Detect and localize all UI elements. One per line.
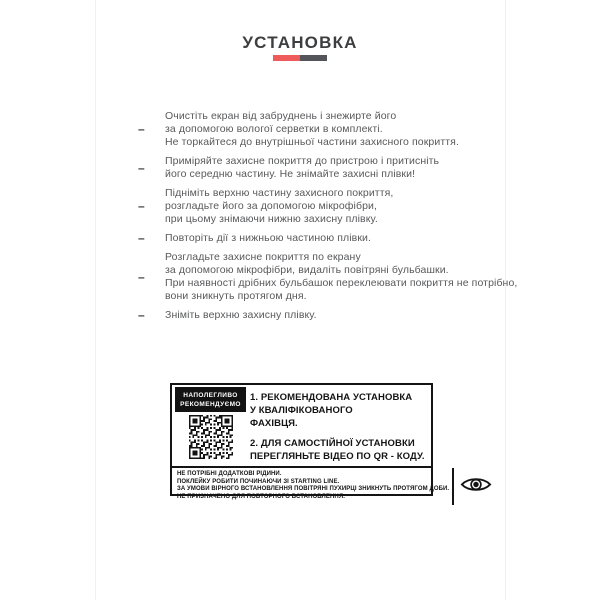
eye-icon xyxy=(460,474,492,500)
qr-column xyxy=(172,385,249,466)
text-line: 2. ДЛЯ САМОСТІЙНОЇ УСТАНОВКИ xyxy=(250,438,415,449)
dash-bullet: – xyxy=(138,269,145,284)
text-line: Не торкайтеся до внутрішньої частини захисного покриття. xyxy=(165,136,459,148)
footnote-line: ЗА УМОВИ ВІРНОГО ВСТАНОВЛЕННЯ ПОВІТРЯНІ ПУХИРЦІ ЗНИКНУТЬ ПРОТЯГОМ ДОБИ. xyxy=(177,486,450,493)
list-item xyxy=(138,187,510,226)
list-item-text xyxy=(165,187,393,226)
dash-bullet: – xyxy=(138,160,145,175)
text-line: при цьому знімаючи нижню захисну плівку. xyxy=(165,213,378,225)
text-line: за допомогою вологої серветки в комплекті. xyxy=(165,123,383,135)
list-item xyxy=(138,232,510,245)
underline-red-segment xyxy=(273,55,300,61)
recommendation-box xyxy=(170,383,450,500)
eye-icon-cell xyxy=(452,468,497,505)
page-title: УСТАНОВКА xyxy=(242,33,358,52)
dash-bullet: – xyxy=(138,308,145,322)
badge-line: НАПОЛЕГЛИВО xyxy=(183,392,238,399)
text-line: 1. РЕКОМЕНДОВАНА УСТАНОВКА xyxy=(250,392,413,403)
text-line: за допомогою мікрофібри, видаліть повітряні бульбашки. xyxy=(165,264,449,276)
recommendation-box-top xyxy=(172,385,431,466)
text-line: У КВАЛІФІКОВАНОГО xyxy=(250,405,353,416)
underline-gray-segment xyxy=(300,55,327,61)
recommendation-box-footer xyxy=(172,466,450,505)
dash-bullet: – xyxy=(138,231,145,245)
list-item xyxy=(138,251,518,303)
badge-line: РЕКОМЕНДУЄМО xyxy=(180,401,241,408)
dash-bullet: – xyxy=(138,199,145,213)
list-item-text xyxy=(165,309,317,322)
text-line: розгладьте його за допомогою мікрофібри, xyxy=(165,200,378,212)
text-line: Повторіть дії з нижньою частиною плівки. xyxy=(165,232,372,244)
footnote-line: ПОКЛЕЙКУ РОБИТИ ПОЧИНАЮЧИ ЗІ STARTING LINE. xyxy=(177,478,340,485)
qr-code-icon xyxy=(187,413,235,466)
list-item-text xyxy=(165,251,517,303)
recommendation-point xyxy=(250,437,429,463)
text-line: Зніміть верхню захисну плівку. xyxy=(165,309,317,321)
list-item xyxy=(138,309,510,322)
text-line: ПЕРЕГЛЯНЬТЕ ВІДЕО ПО QR - КОДУ. xyxy=(250,451,425,462)
list-item-text xyxy=(165,232,371,245)
text-line: Очистіть екран від забруднень і знежирте його xyxy=(165,110,397,122)
text-line: ФАХІВЦЯ. xyxy=(250,418,298,429)
text-line: Підніміть верхню частину захисного покриття, xyxy=(165,187,394,199)
footnote-line: НЕ ПОТРІБНІ ДОДАТКОВІ РІДИНИ. xyxy=(177,471,282,477)
instruction-list xyxy=(138,110,518,328)
recommendation-point xyxy=(250,391,429,430)
list-item-text xyxy=(165,110,459,149)
footnotes xyxy=(172,468,452,505)
list-item xyxy=(138,110,510,149)
text-line: При наявності дрібних бульбашок переклеювати покриття не потрібно, xyxy=(165,277,518,289)
text-line: його середню частину. Не знімайте захисні плівки! xyxy=(165,168,416,180)
text-line: Приміряйте захисне покриття до пристрою і притисніть xyxy=(165,155,440,167)
text-line: вони зникнуть протягом дня. xyxy=(165,290,307,302)
list-item-text xyxy=(165,155,439,181)
text-line: Розгладьте захисне покриття по екрану xyxy=(165,251,361,263)
dash-bullet: – xyxy=(138,122,145,136)
footnote-line: НЕ ПРИЗНАЧЕНО ДЛЯ ПОВТОРНОГО ВСТАНОВЛЕННЯ. xyxy=(177,493,346,500)
list-item xyxy=(138,155,510,181)
title-underline xyxy=(273,55,327,61)
recommendation-points xyxy=(249,385,431,466)
strongly-recommend-badge xyxy=(175,387,246,412)
